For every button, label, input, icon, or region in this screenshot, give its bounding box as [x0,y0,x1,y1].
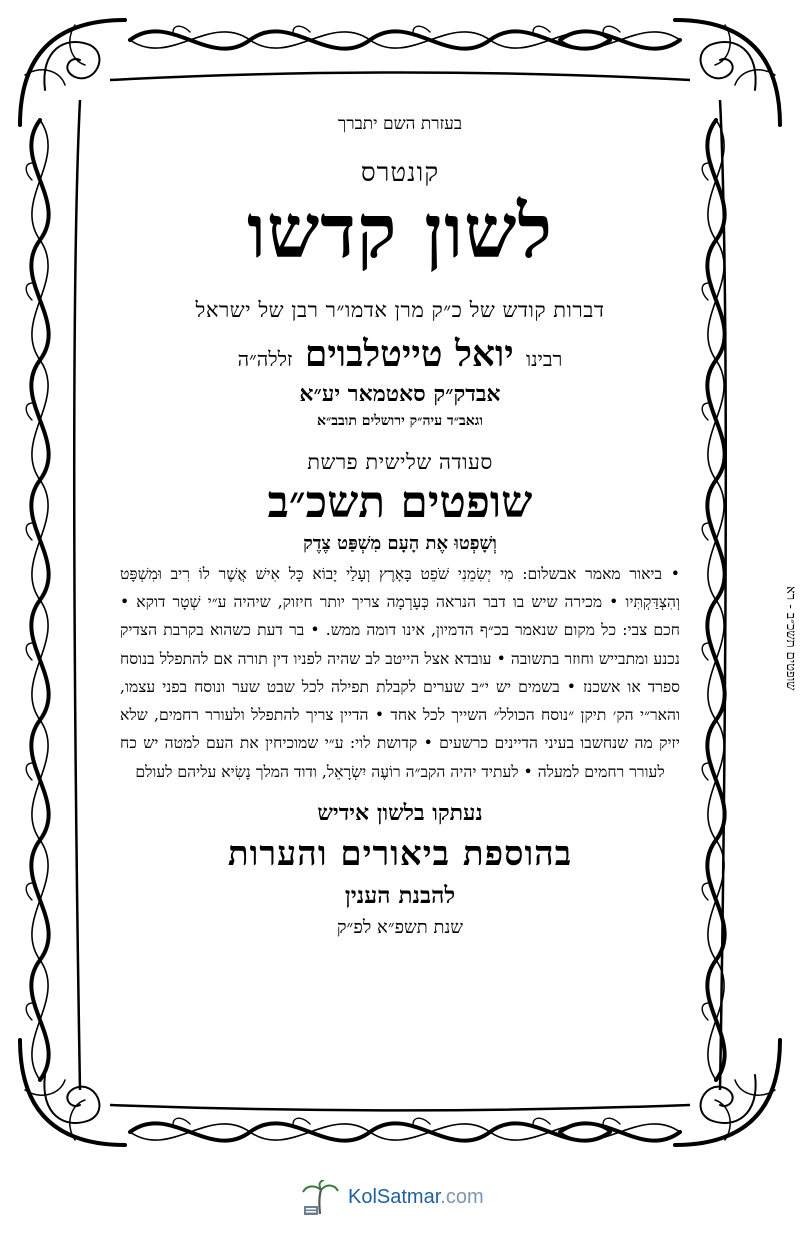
author-name: יואל טייטלבוים [304,332,514,375]
author-prefix: רבינו [526,346,563,371]
topics-summary: • ביאור מאמר אבשלום: מִי יְשִׂמֵנִי שֹׁפֵט בָּאָרֶץ וְעָלַי יָבוֹא כָּל אִישׁ אֲשֶׁר לוֹ רִיב וּמִשְׁפָּט וְהִצְדַּקְתִּיו • מכירה שיש בו דבר הנראה כְּעָרְמָה צריך יותר חיזוק, שיהיה ע״י שְׁטָר דוקא • חכם צבי: כל מקום שנאמר בכ״ף הדמיון, אינו דומה ממש. • בר דעת כשהוא בקרבת הצדיק נכנע ומתבייש וחוזר בתשובה • עובדא אצל הייטב לב שהיה לפניו דין תורה אם להתפלל בנוסח ספרד או אשכנז • בשמים יש י״ב שערים לקבלת תפילה לכל שבט שער ונוסח בפני עצמו, והאר״י הק׳ תיקן ״נוסח הכולל״ השייך לכל אחד • הדיין צריך להתפלל ולעורר רחמים, שלא יזיק מה שנחשבו בעיני הדיינים כרשעים • קדושת לוי: ע״י שמוכיחין את העם למטה יש כח לעורר רחמים למעלה • לעתיד יהיה הקב״ה רוֹעֶה יִשְׂרָאֵל, ודוד המלך נָשִׂיא עליהם לעולם [120,565,680,781]
author-suffix: זללה״ה [237,346,293,371]
book-title: לשון קדשו [246,189,554,275]
title-page-content [120,108,680,938]
side-page-label: שופטים תשכ״ב - רא [783,585,798,690]
parsha-title: שופטים תשכ״ב [267,476,533,528]
author-title-jerusalem: וגאב״ד עיה״ק ירושלים תובב״א [317,412,483,429]
occasion-line: סעודה שלישית פרשת [307,449,493,474]
author-name-line [130,333,670,375]
invocation-line: בעזרת השם יתברך [337,114,463,134]
purpose-line: להבנת הענין [344,881,456,909]
additions-title: בהוספת ביאורים והערות [227,833,573,874]
palm-tree-icon [300,1180,340,1216]
author-title-satmar: אבדק״ק סאטמאר יע״א [299,380,501,407]
pasuk-line: וְשָׁפְטוּ אֶת הָעָם מִשְׁפַּט צֶדֶק [303,533,497,555]
author-intro-line: דברות קודש של כ״ק מרן אדמו״ר רבן של ישראל [195,297,605,322]
year-line: שנת תשפ״א לפ״ק [336,916,464,938]
translation-note: נעתקו בלשון אידיש [317,799,483,826]
kuntres-label: קונטרס [360,158,440,188]
kolsatmar-logo [300,1180,500,1216]
logo-wordmark: KolSatmar.com [348,1186,484,1208]
